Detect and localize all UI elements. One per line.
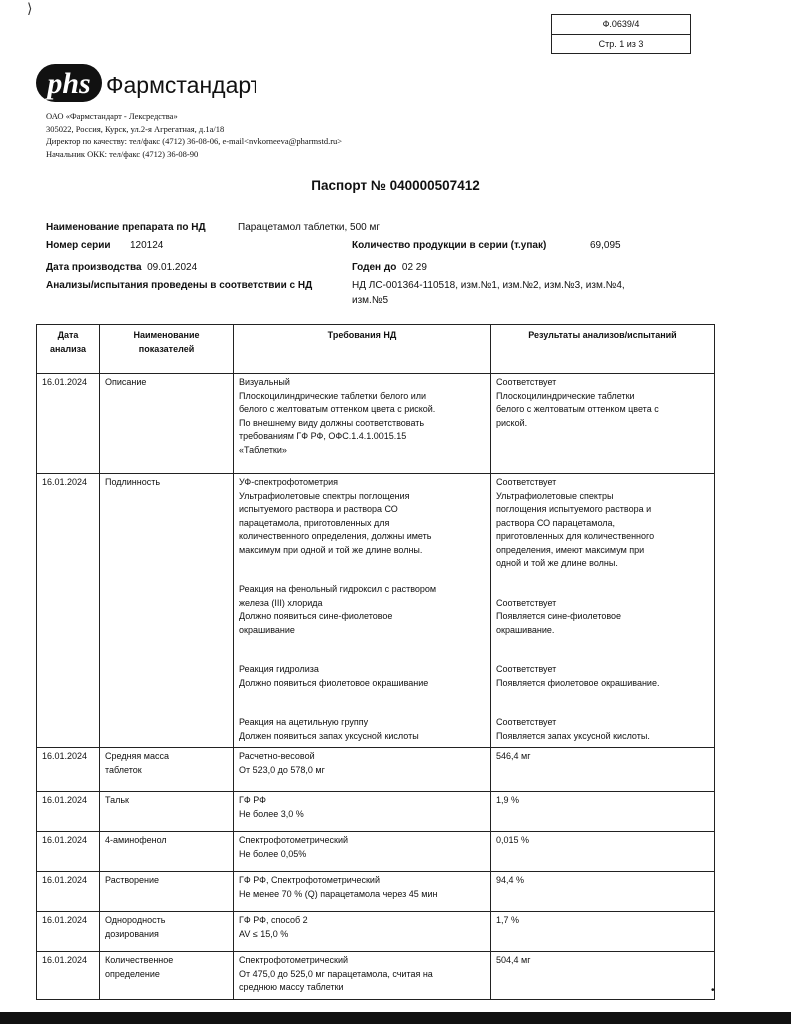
text-line: Соответствует (496, 664, 557, 674)
cell-requirements (234, 832, 491, 872)
logo-name: Фармстандарт (106, 72, 256, 98)
cell-requirements (234, 474, 491, 748)
table-header-row (37, 325, 715, 374)
text-block (239, 914, 485, 941)
indicator-line: Описание (105, 377, 147, 387)
indicator-line: Растворение (105, 875, 160, 885)
company-line: ОАО «Фармстандарт - Лексредства» (46, 111, 178, 121)
text-line: 1,9 % (496, 795, 520, 805)
cell-date: 16.01.2024 (37, 952, 100, 1000)
cell-date: 16.01.2024 (37, 872, 100, 912)
tests-label: Анализы/испытания проведены в соответствии с НД (46, 280, 313, 291)
text-block (239, 794, 485, 821)
text-line: ГФ РФ, Спектрофотометрический (239, 875, 380, 885)
text-line: окрашивание. (496, 624, 555, 635)
text-line: Ультрафиолетовые спектры поглощения (239, 490, 410, 501)
indicator-line: определение (105, 968, 160, 979)
text-line: требованиям ГФ РФ, ОФС.1.4.1.0015.15 (239, 431, 407, 441)
document-title: Паспорт № 040000507412 (311, 178, 480, 193)
text-line: Реакция на фенольный гидроксил с раствором (239, 584, 437, 594)
table-row (37, 952, 715, 1000)
cell-date: 16.01.2024 (37, 748, 100, 792)
text-line: приготовленных для количественного (496, 531, 655, 541)
text-block (496, 914, 709, 928)
expiry: Годен до 02 29 (352, 262, 427, 273)
cell-requirements (234, 872, 491, 912)
text-line: Должен появиться запах уксусной кислоты (239, 730, 419, 741)
scan-dot: • (711, 985, 715, 996)
text-line: риской. (496, 417, 528, 428)
series-label: Номер серии (46, 240, 111, 251)
cell-indicator (100, 952, 234, 1000)
cell-indicator (100, 912, 234, 952)
text-line: ГФ РФ, способ 2 (239, 915, 308, 925)
cell-indicator (100, 792, 234, 832)
tests-value-1: НД ЛС-001364-110518, изм.№1, изм.№2, изм.№3, изм.№4, (352, 280, 625, 291)
col-header-name: Наименование показателей (100, 325, 234, 374)
cell-indicator (100, 872, 234, 912)
prod-date-value: 09.01.2024 (147, 262, 198, 273)
text-line: 1,7 % (496, 915, 520, 925)
text-line: Соответствует (496, 717, 557, 727)
text-line: ГФ РФ (239, 795, 266, 805)
text-line: Появляется фиолетовое окрашивание. (496, 677, 660, 688)
cell-date: 16.01.2024 (37, 474, 100, 748)
text-line: максимум при одной и той же длине волны. (239, 544, 423, 555)
text-line: Реакция на ацетильную группу (239, 717, 369, 727)
text-block (239, 476, 485, 557)
text-line: белого с желтоватым оттенком цвета с риской. (239, 404, 436, 414)
indicator-line: Однородность (105, 915, 166, 925)
text-line: УФ-спектрофотометрия (239, 477, 338, 487)
indicator-line: таблеток (105, 764, 142, 775)
quantity-label: Количество продукции в серии (т.упак) (352, 240, 547, 251)
cell-date: 16.01.2024 (37, 792, 100, 832)
cell-results (491, 912, 715, 952)
text-line: AV ≤ 15,0 % (239, 928, 289, 939)
indicator-line: Количественное (105, 955, 174, 965)
drug-value: Парацетамол таблетки, 500 мг (238, 222, 381, 233)
cell-results (491, 374, 715, 474)
text-line: белого с желтоватым оттенком цвета с (496, 404, 659, 414)
text-block (239, 750, 485, 777)
table-row (37, 832, 715, 872)
prod-date: Дата производства 09.01.2024 (46, 262, 198, 273)
text-block (496, 954, 709, 968)
text-line: среднюю массу таблетки (239, 982, 344, 992)
text-line: Плоскоцилиндрические таблетки белого или (239, 390, 427, 401)
indicator-line: Тальк (105, 795, 129, 805)
cell-date: 16.01.2024 (37, 374, 100, 474)
scan-mark: ⟩ (27, 0, 33, 16)
text-block (496, 750, 709, 764)
cell-date: 16.01.2024 (37, 912, 100, 952)
cell-indicator (100, 474, 234, 748)
table-row (37, 912, 715, 952)
text-block (239, 376, 485, 457)
cell-requirements (234, 952, 491, 1000)
text-line: 94,4 % (496, 875, 525, 885)
text-line: Соответствует (496, 477, 557, 487)
text-line: Визуальный (239, 377, 290, 387)
text-line: Реакция гидролиза (239, 664, 319, 674)
quantity-value: 69,095 (590, 240, 621, 251)
cell-indicator (100, 374, 234, 474)
cell-results (491, 872, 715, 912)
table-row (37, 872, 715, 912)
col-header-date: Дата анализа (37, 325, 100, 374)
text-line: парацетамола, приготовленных для (239, 517, 390, 528)
cell-results (491, 792, 715, 832)
cell-requirements (234, 374, 491, 474)
cell-results (491, 952, 715, 1000)
cell-results (491, 748, 715, 792)
results-table (36, 324, 715, 1000)
text-block (239, 874, 485, 901)
text-block (496, 597, 709, 638)
indicator-line: дозирования (105, 928, 159, 939)
table-row (37, 792, 715, 832)
logo-letters: phs (47, 67, 91, 100)
col-header-requirements: Требования НД (234, 325, 491, 374)
text-block (239, 716, 485, 743)
text-block (239, 663, 485, 690)
cell-results (491, 832, 715, 872)
form-code-box (551, 14, 691, 54)
company-line: Директор по качеству: тел/факс (4712) 36-08-06, e-mail<nvkorneeva@pharmstd.ru> (46, 136, 343, 146)
indicator-line: Средняя масса (105, 751, 169, 761)
text-block (239, 834, 485, 861)
cell-requirements (234, 748, 491, 792)
table-row (37, 748, 715, 792)
text-line: От 475,0 до 525,0 мг парацетамола, считая на (239, 968, 433, 979)
text-line: железа (III) хлорида (239, 597, 323, 608)
text-block (496, 834, 709, 848)
text-line: Соответствует (496, 377, 557, 387)
text-line: 546,4 мг (496, 751, 531, 761)
text-block (496, 794, 709, 808)
company-line: Начальник ОКК: тел/факс (4712) 36-08-90 (46, 148, 199, 159)
text-line: 504,4 мг (496, 955, 531, 965)
text-block (496, 663, 709, 690)
text-line: определения, имеют максимум при (496, 544, 645, 555)
drug-label: Наименование препарата по НД (46, 222, 206, 233)
table-body (37, 374, 715, 1000)
scan-bottom-bar (0, 1012, 791, 1024)
text-line: По внешнему виду должны соответствовать (239, 417, 425, 428)
text-line: Не более 0,05% (239, 848, 307, 859)
cell-results (491, 474, 715, 748)
text-line: количественного определения, должны иметь (239, 531, 432, 541)
text-line: одной и той же длине волны. (496, 558, 618, 568)
company-info (46, 110, 342, 160)
col-header-results: Результаты анализов/испытаний (491, 325, 715, 374)
text-line: поглощения испытуемого раствора и (496, 504, 652, 514)
form-code: Ф.0639/4 (552, 15, 690, 35)
text-line: Ультрафиолетовые спектры (496, 490, 614, 501)
cell-requirements (234, 792, 491, 832)
company-logo (36, 60, 256, 115)
cell-requirements (234, 912, 491, 952)
text-line: раствора СО парацетамола, (496, 517, 616, 528)
table-row (37, 374, 715, 474)
text-line: От 523,0 до 578,0 мг (239, 764, 325, 775)
text-line: Плоскоцилиндрические таблетки (496, 390, 635, 401)
text-block (496, 376, 709, 430)
page-number: Стр. 1 из 3 (598, 39, 644, 49)
text-block (496, 874, 709, 888)
text-line: Должно появиться сине-фиолетовое (239, 611, 393, 621)
cell-indicator (100, 748, 234, 792)
text-line: окрашивание (239, 624, 295, 635)
text-block (239, 954, 485, 995)
text-line: Соответствует (496, 597, 557, 608)
text-line: испытуемого раствора и раствора СО (239, 504, 398, 514)
company-line: 305022, Россия, Курск, ул.2-я Агрегатная, д.1а/18 (46, 123, 225, 134)
cell-indicator (100, 832, 234, 872)
text-line: Не менее 70 % (Q) парацетамола через 45 мин (239, 888, 438, 899)
indicator-line: 4-аминофенол (105, 835, 167, 845)
expiry-value: 02 29 (401, 262, 427, 273)
text-line: Расчетно-весовой (239, 751, 315, 761)
series-value: 120124 (130, 240, 164, 251)
text-line: Появляется сине-фиолетовое (496, 611, 622, 621)
cell-date: 16.01.2024 (37, 832, 100, 872)
text-line: Спектрофотометрический (239, 835, 349, 845)
text-line: Не более 3,0 % (239, 808, 304, 819)
text-block (239, 583, 485, 637)
indicator-line: Подлинность (105, 477, 161, 487)
tests-value-2: изм.№5 (352, 295, 389, 306)
text-block (496, 476, 709, 571)
text-line: Должно появиться фиолетовое окрашивание (239, 677, 429, 688)
text-line: «Таблетки» (239, 444, 287, 455)
text-line: Появляется запах уксусной кислоты. (496, 730, 650, 741)
table-row (37, 474, 715, 748)
text-line: Спектрофотометрический (239, 955, 349, 965)
text-line: 0,015 % (496, 835, 530, 845)
text-block (496, 716, 709, 743)
